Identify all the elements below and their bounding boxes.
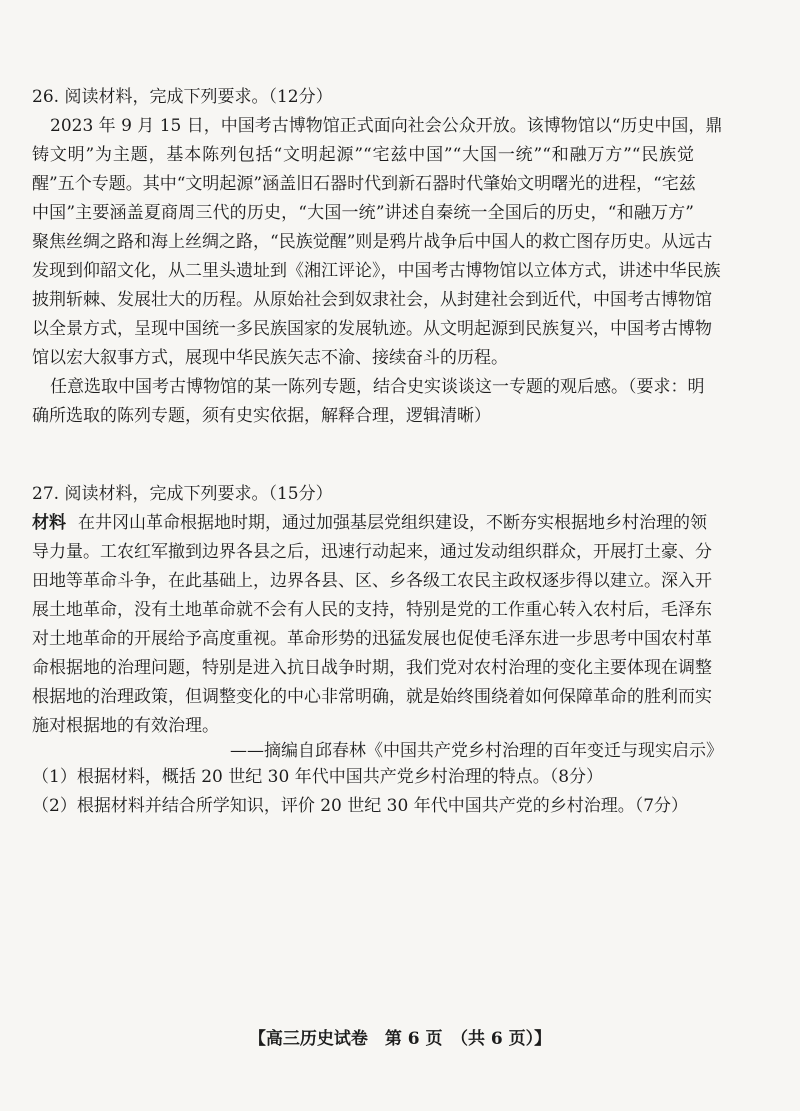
paragraph-line: 命根据地的治理问题，特别是进入抗日战争时期，我们党对农村治理的变化主要体现在调整: [32, 658, 712, 678]
paragraph-line: 展土地革命，没有土地革命就不会有人民的支持，特别是党的工作重心转入农村后，毛泽东: [32, 600, 712, 620]
sub-question-1: （1）根据材料，概括 20 世纪 30 年代中国共产党乡村治理的特点。（8分）: [32, 767, 604, 787]
paragraph-line: 对土地革命的开展给予高度重视。革命形势的迅猛发展也促使毛泽东进一步思考中国农村革: [32, 629, 712, 649]
sub-question-2: （2）根据材料并结合所学知识，评价 20 世纪 30 年代中国共产党的乡村治理。（7分）: [32, 796, 689, 816]
task-line: 任意选取中国考古博物馆的某一陈列专题，结合史实谈谈这一专题的观后感。（要求：明: [50, 377, 705, 397]
paragraph-line: 田地等革命斗争，在此基础上，边界各县、区、乡各级工农民主政权逐步得以建立。深入开: [32, 571, 712, 591]
source-citation: ——摘编自邱春林《中国共产党乡村治理的百年变迁与现实启示》: [230, 741, 723, 761]
paragraph-line: 聚焦丝绸之路和海上丝绸之路，“民族觉醒”则是鸦片战争后中国人的救亡图存历史。从远古: [32, 232, 713, 252]
paragraph-line: 以全景方式，呈现中国统一多民族国家的发展轨迹。从文明起源到民族复兴，中国考古博物: [32, 319, 712, 339]
task-line: 确所选取的陈列专题，须有史实依据，解释合理，逻辑清晰）: [32, 406, 491, 426]
question-26-title: 26. 阅读材料，完成下列要求。（12分）: [32, 87, 333, 107]
paragraph-line: 2023 年 9 月 15 日，中国考古博物馆正式面向社会公众开放。该博物馆以“历史中国，鼎: [50, 116, 723, 136]
paragraph-line: 铸文明”为主题，基本陈列包括“文明起源”“宅兹中国”“大国一统”“和融万方”“民族觉: [32, 145, 694, 165]
paragraph-line: 根据地的治理政策，但调整变化的中心非常明确，就是始终围绕着如何保障革命的胜利而实: [32, 687, 712, 707]
page-footer: 【高三历史试卷 第 6 页 （共 6 页）】: [248, 1029, 552, 1049]
material-label: 材料: [32, 513, 66, 533]
paragraph-line: 披荆斩棘、发展壮大的历程。从原始社会到奴隶社会，从封建社会到近代，中国考古博物馆: [32, 290, 712, 310]
paragraph-line: 在井冈山革命根据地时期，通过加强基层党组织建设，不断夯实根据地乡村治理的领: [78, 513, 707, 533]
paragraph-line: 施对根据地的有效治理。: [32, 716, 219, 736]
paragraph-line: 中国”主要涵盖夏商周三代的历史，“大国一统”讲述自秦统一全国后的历史，“和融万方”: [32, 203, 694, 223]
paragraph-line: 发现到仰韶文化，从二里头遗址到《湘江评论》，中国考古博物馆以立体方式，讲述中华民族: [32, 261, 721, 281]
question-27-title: 27. 阅读材料，完成下列要求。（15分）: [32, 484, 333, 504]
paragraph-line: 馆以宏大叙事方式，展现中华民族矢志不渝、接续奋斗的历程。: [32, 348, 508, 368]
paragraph-line: 醒”五个专题。其中“文明起源”涵盖旧石器时代到新石器时代肇始文明曙光的进程，“宅兹: [32, 174, 696, 194]
paragraph-line: 导力量。工农红军撤到边界各县之后，迅速行动起来，通过发动组织群众，开展打土豪、分: [32, 542, 712, 562]
